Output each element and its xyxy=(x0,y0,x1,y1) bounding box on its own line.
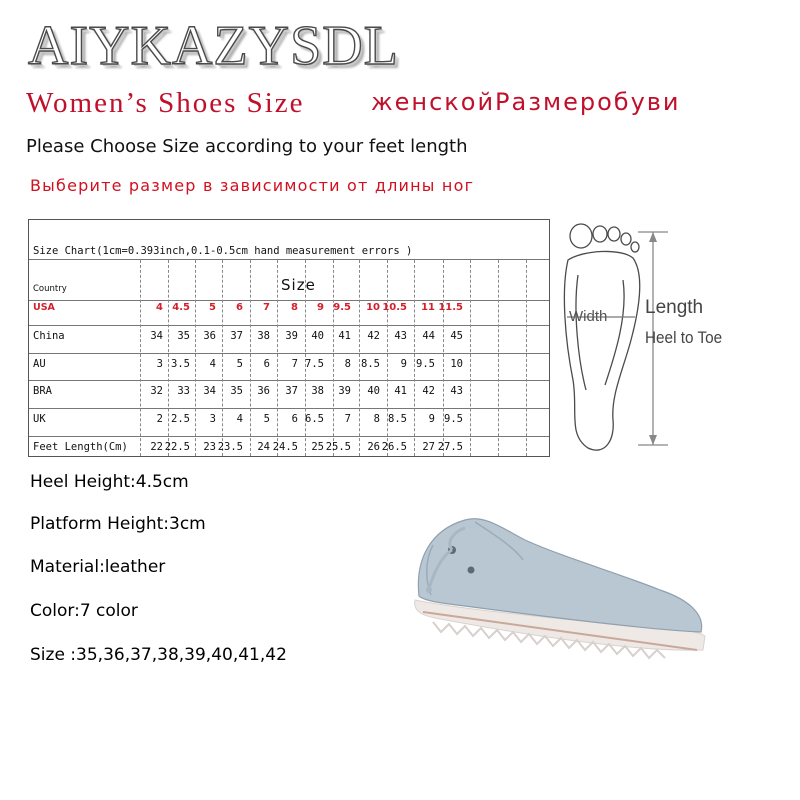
instruction-english: Please Choose Size according to your feet length xyxy=(26,136,468,157)
size-heading: Size xyxy=(281,276,316,294)
chart-cell: 43 xyxy=(450,385,463,397)
chart-cell: 42 xyxy=(367,330,380,342)
country-heading: Country xyxy=(33,284,67,294)
toe-icon xyxy=(631,242,639,252)
chart-cell: 4.5 xyxy=(172,302,190,313)
spec-heel-height: Heel Height:4.5cm xyxy=(30,472,189,492)
chart-cell: 8 xyxy=(373,413,380,425)
foot-width-label: Width xyxy=(569,308,608,325)
chart-cell: 5 xyxy=(209,302,216,313)
size-chart-caption: Size Chart(1cm=0.393inch,0.1-0.5cm hand measurement errors ) xyxy=(33,245,413,257)
foot-length-label: Length xyxy=(645,297,704,318)
chart-cell: 26 xyxy=(367,441,380,453)
chart-cell: 2.5 xyxy=(171,413,190,425)
chart-cell: 7.5 xyxy=(305,358,324,370)
chart-cell: 44 xyxy=(422,330,435,342)
toe-icon xyxy=(593,226,607,242)
title-russian: женскойРазмеробуви xyxy=(371,88,681,116)
chart-cell: 9.5 xyxy=(416,358,435,370)
chart-cell: 9 xyxy=(400,358,407,370)
chart-cell: 8 xyxy=(344,358,351,370)
chart-cell: 36 xyxy=(257,385,270,397)
spec-sizes: Size :35,36,37,38,39,40,41,42 xyxy=(30,645,287,665)
chart-cell: 25.5 xyxy=(325,441,351,453)
shoe-image xyxy=(405,500,710,660)
title-english: Women’s Shoes Size xyxy=(26,87,305,119)
chart-cell: 23 xyxy=(203,441,216,453)
chart-cell: 22.5 xyxy=(164,441,190,453)
chart-cell: 10.5 xyxy=(382,302,407,313)
chart-cell: 34 xyxy=(203,385,216,397)
chart-cell: 6 xyxy=(291,413,298,425)
spec-color: Color:7 color xyxy=(30,601,138,621)
chart-cell: 32 xyxy=(150,385,163,397)
chart-cell: 4 xyxy=(209,358,216,370)
chart-row-label: AU xyxy=(33,358,46,370)
size-chart-table xyxy=(28,219,550,457)
chart-cell: 40 xyxy=(367,385,380,397)
chart-cell: 39 xyxy=(338,385,351,397)
chart-cell: 7 xyxy=(291,358,298,370)
chart-cell: 10 xyxy=(450,358,463,370)
chart-cell: 45 xyxy=(450,330,463,342)
chart-cell: 22 xyxy=(150,441,163,453)
chart-cell: 35 xyxy=(177,330,190,342)
chart-cell: 6 xyxy=(236,302,243,313)
chart-cell: 7 xyxy=(263,302,270,313)
chart-column-divider xyxy=(498,260,500,456)
chart-cell: 9.5 xyxy=(333,302,351,313)
chart-cell: 11 xyxy=(421,302,435,313)
chart-cell: 10 xyxy=(366,302,380,313)
chart-cell: 34 xyxy=(150,330,163,342)
chart-cell: 3 xyxy=(156,358,163,370)
toe-icon xyxy=(621,233,631,245)
chart-cell: 8 xyxy=(291,302,298,313)
chart-cell: 11.5 xyxy=(438,302,463,313)
chart-cell: 2 xyxy=(156,413,163,425)
brand-logo: AIYKAZYSDL xyxy=(28,15,399,77)
foot-heel-to-toe-label: Heel to Toe xyxy=(645,328,723,347)
chart-cell: 39 xyxy=(285,330,298,342)
chart-row-label: BRA xyxy=(33,385,52,397)
chart-cell: 43 xyxy=(394,330,407,342)
chart-cell: 8.5 xyxy=(361,358,380,370)
chart-cell: 27.5 xyxy=(437,441,463,453)
chart-cell: 41 xyxy=(338,330,351,342)
chart-cell: 27 xyxy=(422,441,435,453)
toe-icon xyxy=(608,227,620,241)
chart-cell: 6.5 xyxy=(305,413,324,425)
chart-cell: 4 xyxy=(156,302,163,313)
chart-cell: 3 xyxy=(209,413,216,425)
chart-cell: 5 xyxy=(263,413,270,425)
chart-cell: 41 xyxy=(394,385,407,397)
instruction-russian: Выберите размер в зависимости от длины ног xyxy=(30,176,475,195)
chart-cell: 9 xyxy=(317,302,324,313)
chart-row-label: USA xyxy=(33,302,55,313)
chart-cell: 37 xyxy=(285,385,298,397)
chart-cell: 26.5 xyxy=(381,441,407,453)
chart-cell: 35 xyxy=(230,385,243,397)
chart-cell: 24 xyxy=(257,441,270,453)
chart-cell: 8.5 xyxy=(388,413,407,425)
spec-platform-height: Platform Height:3cm xyxy=(30,514,206,534)
chart-cell: 4 xyxy=(236,413,243,425)
chart-cell: 36 xyxy=(203,330,216,342)
chart-cell: 9 xyxy=(428,413,435,425)
spec-material: Material:leather xyxy=(30,557,166,577)
chart-cell: 38 xyxy=(311,385,324,397)
chart-cell: 40 xyxy=(311,330,324,342)
toe-big-icon xyxy=(570,224,592,248)
chart-cell: 24.5 xyxy=(272,441,298,453)
chart-cell: 3.5 xyxy=(171,358,190,370)
chart-cell: 37 xyxy=(230,330,243,342)
chart-row-label: China xyxy=(33,330,65,342)
chart-cell: 5 xyxy=(236,358,243,370)
chart-column-divider xyxy=(470,260,472,456)
chart-row-label: UK xyxy=(33,413,46,425)
chart-cell: 6 xyxy=(263,358,270,370)
chart-cell: 42 xyxy=(422,385,435,397)
chart-cell: 25 xyxy=(311,441,324,453)
chart-cell: 7 xyxy=(344,413,351,425)
chart-cell: 33 xyxy=(177,385,190,397)
chart-column-divider xyxy=(526,260,528,456)
chart-cell: 9.5 xyxy=(444,413,463,425)
chart-cell: 23.5 xyxy=(217,441,243,453)
chart-cell: 38 xyxy=(257,330,270,342)
chart-row-label: Feet Length(Cm) xyxy=(33,441,128,453)
